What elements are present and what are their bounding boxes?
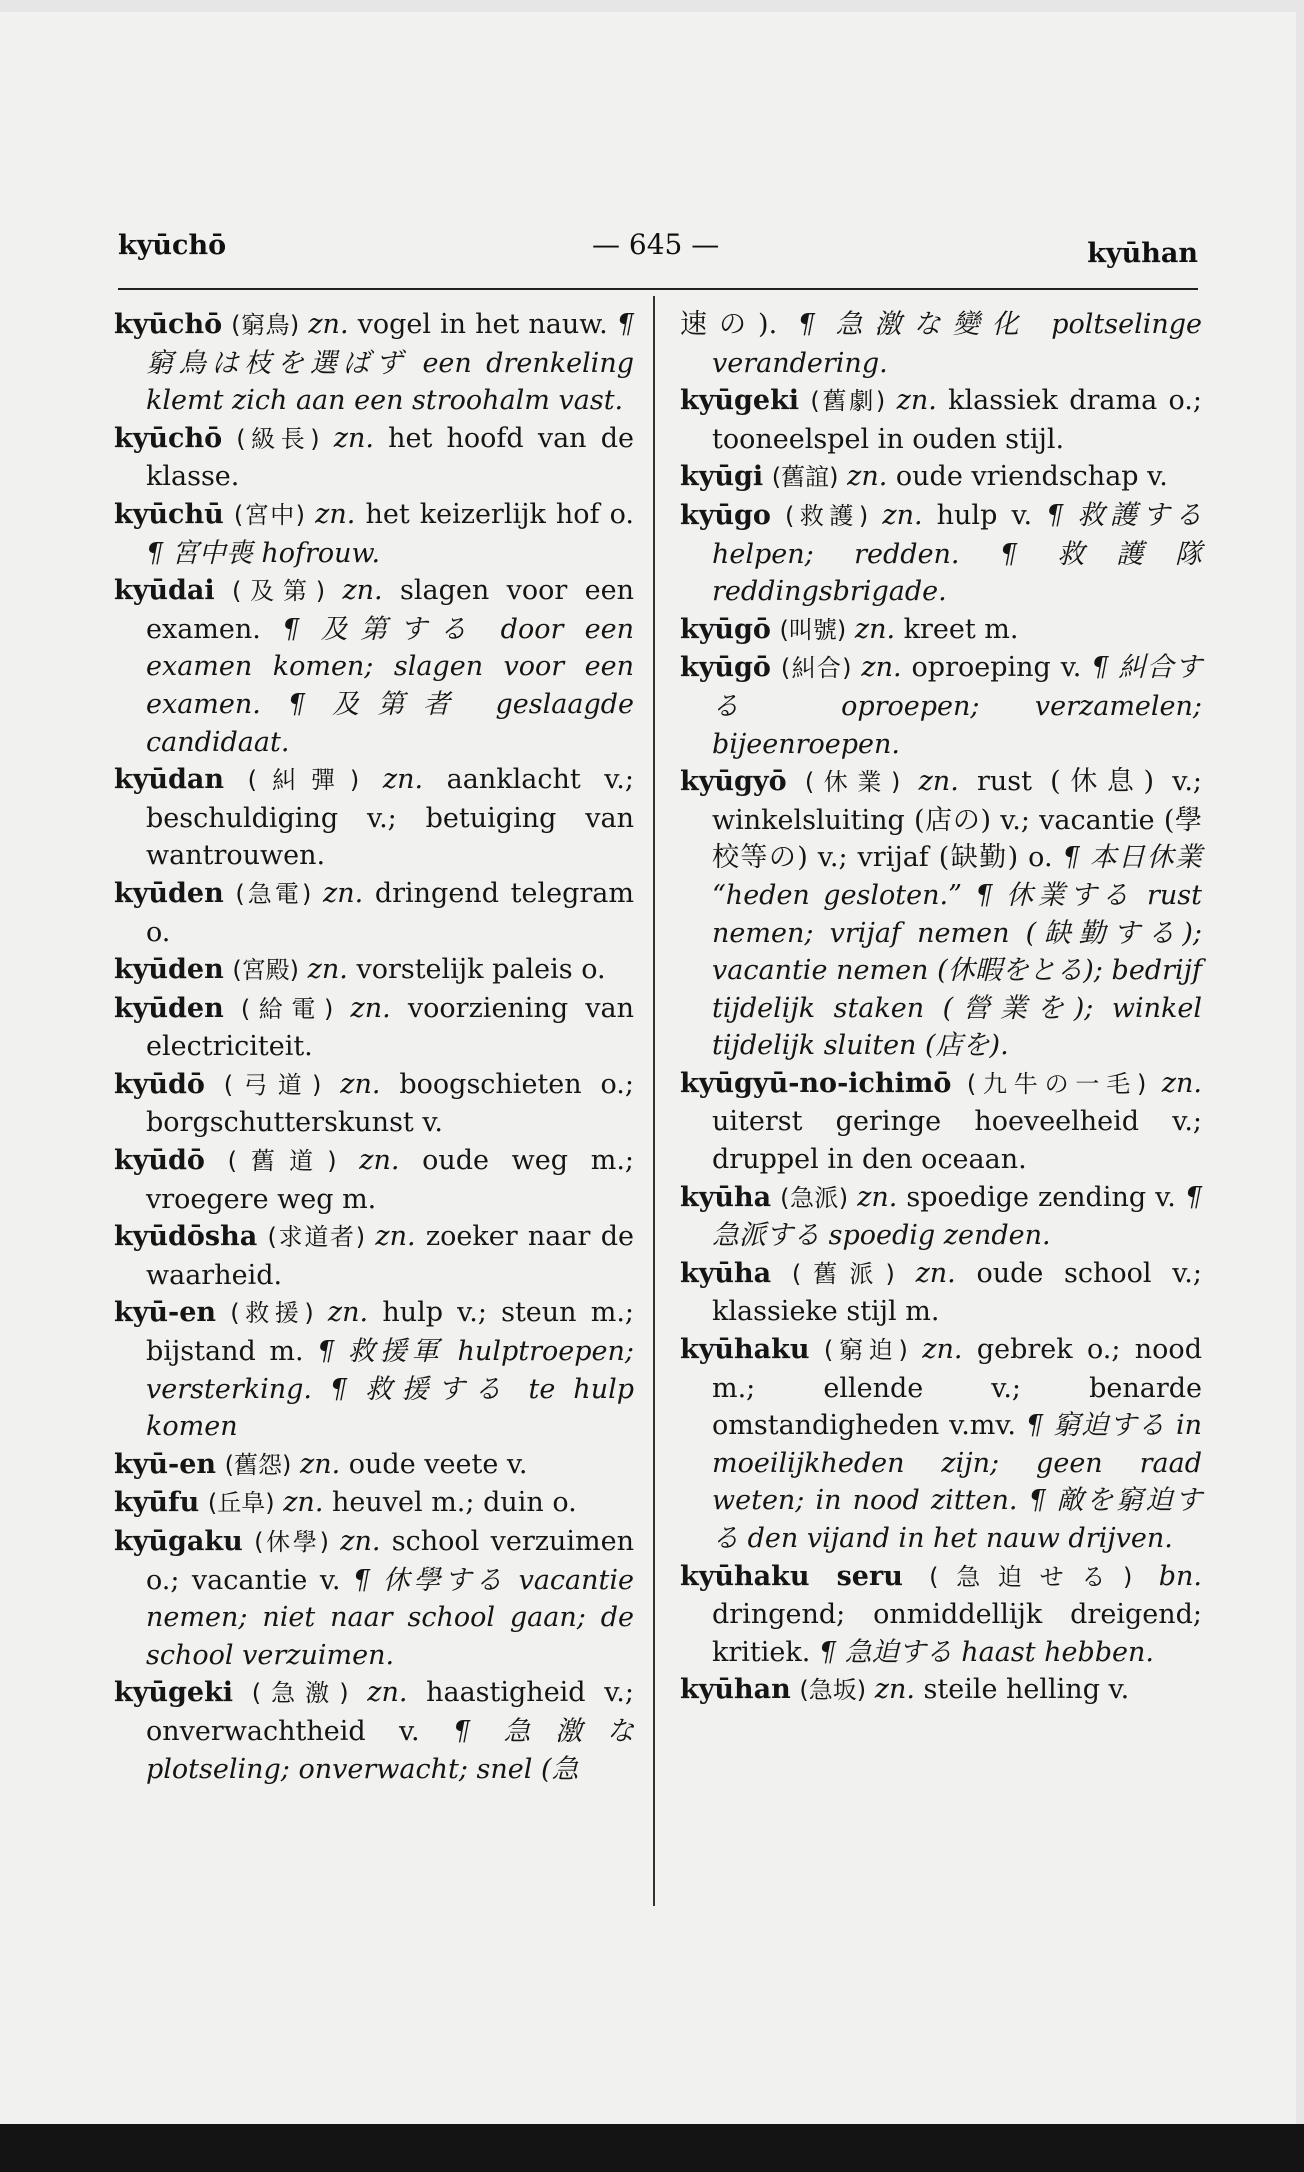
entry-headword: kyūgeki [680,385,800,417]
entry-kanji: (糾彈) [247,766,360,795]
entry-kanji: (救護) [785,501,869,530]
entry-kanji: (給電) [240,994,334,1023]
entry-definition: het hoofd van de klasse. [146,422,634,493]
entry-part-of-speech: zn. [327,1297,369,1329]
entry-kanji: (急激) [251,1679,349,1708]
entry-headword: kyūchū [114,498,224,530]
column-divider [653,296,655,1906]
entry-definition: boogschieten o.; borgschutterskunst v. [146,1068,634,1139]
entry-headword: kyūgyū-no-ichimō [680,1067,952,1099]
entry-kanji: (急派) [780,1183,849,1212]
entry-definition: zoeker naar de waarheid. [146,1221,634,1291]
entry-part-of-speech: zn. [1161,1067,1202,1099]
dictionary-entry [114,761,634,875]
entry-part-of-speech: zn. [333,422,374,454]
entry-definition: hulp v. [936,499,1033,531]
dictionary-entry [114,1484,634,1523]
entry-headword: kyūchō [114,309,223,340]
dictionary-entry [680,1331,1202,1558]
entry-kanji: (丘阜) [207,1489,275,1518]
dictionary-entry [680,763,1202,1065]
entry-headword: kyūfu [114,1487,200,1519]
entry-examples: ¶ 救護する helpen; redden. ¶ 救護隊 reddingsbrigade. [712,499,1202,608]
entry-definition: oude weg m.; vroegere weg m. [146,1145,634,1215]
entry-kanji: (舊誼) [771,463,839,492]
right-column [680,306,1202,1710]
entry-definition: uiterst geringe hoeveelheid v.; druppel in den oceaan. [712,1106,1202,1176]
dictionary-entry [114,306,634,420]
entry-kanji: (窮迫) [823,1336,908,1365]
entry-headword: kyūha [680,1257,772,1289]
entry-definition: school verzuimen o.; vacantie v. [146,1526,634,1596]
left-column [114,306,634,1788]
entry-headword: kyūden [114,992,224,1024]
entry-headword: kyūchō [114,422,223,454]
entry-kanji: (休學) [254,1528,329,1556]
entry-part-of-speech: zn. [375,1221,416,1253]
dictionary-entry [680,497,1202,611]
entry-examples: ¶ 急派する spoedig zenden. [712,1181,1202,1252]
entry-definition: 速の). [680,309,778,340]
entry-headword: kyūgeki [114,1677,234,1709]
dictionary-entry [114,1523,634,1674]
entry-definition: steile helling v. [923,1674,1130,1706]
entry-examples: ¶ 本日休業 “heden gesloten.” ¶ 休業する rust nemen; vrijaf nemen (缺勤する); vacantie nemen (休暇をとる); bedrijf tijdelijk staken (營業を); winkel tijdelijk sluiten (店を). [712,842,1203,1062]
entry-examples: ¶ 救援軍 hulptroepen; versterking. ¶ 救援する te hulp komen [146,1336,634,1443]
entry-headword: kyūden [114,877,224,909]
entry-definition: haastigheid v.; onverwachtheid v. [146,1677,634,1747]
entry-headword: kyūden [114,954,224,986]
dictionary-entry [680,1065,1202,1179]
entry-headword: kyū-en [114,1297,217,1329]
entry-part-of-speech: zn. [322,877,364,909]
entry-headword: kyūgaku [114,1526,243,1557]
entry-part-of-speech: zn. [882,499,923,531]
entry-examples: ¶ 急激な變化 poltselinge verandering. [712,309,1202,379]
entry-definition: klassiek drama o.; tooneelspel in ouden stijl. [712,385,1202,455]
dictionary-entry [114,1446,634,1485]
entry-headword: kyūgō [680,613,771,645]
entry-kanji: (宮中) [233,500,306,529]
entry-examples: ¶ 糾合する oproepen; verzamelen; bijeenroepen. [712,652,1202,760]
entry-kanji: (舊怨) [224,1450,292,1479]
entry-definition: rust (休息) v.; winkelsluiting (店の) v.; vacantie (學校等の) v.; vrijaf (缺勤) o. [712,766,1202,874]
header-rule [118,288,1198,290]
entry-headword: kyūdō [114,1145,205,1177]
entry-kanji: (休業) [804,768,901,797]
entry-part-of-speech: zn. [896,385,937,417]
entry-part-of-speech: zn. [350,992,391,1024]
entry-kanji: (急迫せる) [929,1562,1133,1591]
entry-part-of-speech: zn. [359,1145,400,1177]
entry-definition: spoedige zending v. [906,1181,1176,1213]
entry-part-of-speech: zn. [874,1674,915,1706]
dictionary-entry [680,382,1202,458]
entry-definition: slagen voor een examen. [146,575,634,645]
entry-definition: kreet m. [903,613,1019,645]
dictionary-entry [114,420,634,496]
entry-kanji: (宮殿) [232,956,300,985]
entry-kanji: (急電) [235,879,312,908]
entry-examples: ¶ 窮鳥は枝を選ばず een drenkeling klemt zich aan een stroohalm vast. [146,309,634,417]
entry-examples: ¶ 休學する vacantie nemen; niet naar school gaan; de school verzuimen. [146,1564,634,1671]
entry-part-of-speech: zn. [857,1181,898,1213]
entry-kanji: (舊派) [791,1259,895,1288]
entry-part-of-speech: zn. [861,652,902,684]
dictionary-entry [114,572,634,761]
entry-headword: kyūgyō [680,766,787,798]
entry-part-of-speech: zn. [915,1257,956,1289]
entry-kanji: (舊道) [227,1147,337,1176]
entry-headword: kyūgo [680,499,771,531]
entry-headword: kyūhan [680,1674,791,1706]
entry-headword: kyūdō [114,1068,205,1100]
dictionary-entry [114,1066,634,1142]
entry-headword: kyūhaku [680,1334,810,1366]
page-header [118,230,1198,270]
entry-kanji: (及第) [232,577,326,606]
dictionary-entry [114,1294,634,1445]
entry-part-of-speech: zn. [340,1068,381,1100]
entry-definition: vorstelijk paleis o. [356,954,606,986]
dictionary-entry [114,875,634,951]
entry-definition: dringend; onmiddellijk dreigend; kritiek. [712,1599,1202,1668]
entry-kanji: (級長) [236,424,320,453]
entry-definition: vogel in het nauw. [357,309,608,340]
entry-part-of-speech: zn. [315,498,356,530]
entry-definition: oude veete v. [348,1448,528,1480]
entry-part-of-speech: zn. [918,766,959,798]
entry-examples: ¶ 及第する door een examen komen; slagen voor een examen. ¶ 及第者 geslaagde candidaat. [146,613,634,758]
entry-definition: oude vriendschap v. [895,461,1168,493]
entry-definition: voorziening van electriciteit. [146,992,635,1063]
entry-part-of-speech: zn. [308,309,349,340]
entry-headword: kyūgō [680,652,771,684]
entry-part-of-speech: zn. [854,613,896,645]
dictionary-entry [680,611,1202,650]
entry-definition: aanklacht v.; beschuldiging v.; betuiging van wantrouwen. [146,764,634,872]
entry-headword: kyūdōsha [114,1221,258,1253]
entry-kanji: (急坂) [799,1676,867,1705]
entry-kanji: (窮鳥) [231,311,300,339]
entry-kanji: (糾合) [780,654,852,683]
entry-kanji: (舊劇) [810,387,886,416]
entry-kanji: (求道者) [267,1223,366,1252]
dictionary-entry [680,649,1202,763]
entry-definition: heuvel m.; duin o. [332,1487,577,1519]
entry-part-of-speech: bn. [1158,1560,1202,1592]
entry-part-of-speech: zn. [307,954,348,986]
entry-kanji: (救援) [230,1299,314,1328]
entry-definition: gebrek o.; nood m.; ellende v.; benarde omstandigheden v.mv. [712,1334,1202,1442]
entry-headword: kyūdai [114,575,215,607]
dictionary-entry [680,458,1202,497]
entry-part-of-speech: zn. [299,1448,341,1480]
entry-examples: ¶ 窮迫する in moeilijkheden zijn; geen raad weten; in nood zitten. ¶ 敵を窮迫する den vijand in het nauw drijven. [712,1410,1202,1554]
entry-examples: ¶ 急迫する haast hebben. [818,1636,1155,1668]
dictionary-entry [114,951,634,990]
entry-part-of-speech: zn. [342,575,383,607]
entry-examples: ¶ 急激な plotseling; onverwacht; snel (急 [146,1715,634,1785]
dictionary-entry [680,1671,1202,1710]
entry-definition: het keizerlijk hof o. [365,498,635,530]
entry-headword: kyūdan [114,764,225,796]
entry-headword: kyū-en [114,1448,217,1480]
entry-part-of-speech: zn. [340,1526,381,1557]
entry-kanji: (弓道) [223,1070,322,1099]
entry-examples: ¶ 宮中喪 hofrouw. [146,537,381,569]
entry-definition: oude school v.; klassieke stijl m. [712,1257,1202,1328]
entry-headword: kyūhaku seru [680,1560,903,1592]
guide-word-right: kyūhan [1087,238,1198,269]
guide-word-left: kyūchō [118,230,227,261]
dictionary-entry [114,1218,634,1294]
scan-shadow [0,2124,1304,2172]
dictionary-entry [680,1255,1202,1331]
entry-definition: hulp v.; steun m.; bijstand m. [146,1297,635,1368]
page-number: — 645 — [592,228,720,261]
entry-headword: kyūgi [680,461,764,493]
entry-part-of-speech: zn. [283,1487,324,1519]
dictionary-entry [114,1142,634,1218]
entry-part-of-speech: zn. [382,764,424,796]
dictionary-entry [114,990,634,1066]
dictionary-entry [680,1558,1202,1672]
entry-kanji: (九牛の一毛) [966,1069,1147,1098]
entry-part-of-speech: zn. [847,461,888,493]
entry-part-of-speech: zn. [367,1677,408,1709]
entry-headword: kyūha [680,1181,772,1213]
dictionary-entry [114,496,634,572]
entry-definition: dringend telegram o. [146,877,634,948]
entry-definition: oproeping v. [911,652,1082,684]
dictionary-entry [114,1674,634,1788]
dictionary-entry [680,1179,1202,1255]
entry-part-of-speech: zn. [922,1334,963,1366]
dictionary-entry [680,306,1202,382]
entry-kanji: (叫號) [779,615,847,644]
